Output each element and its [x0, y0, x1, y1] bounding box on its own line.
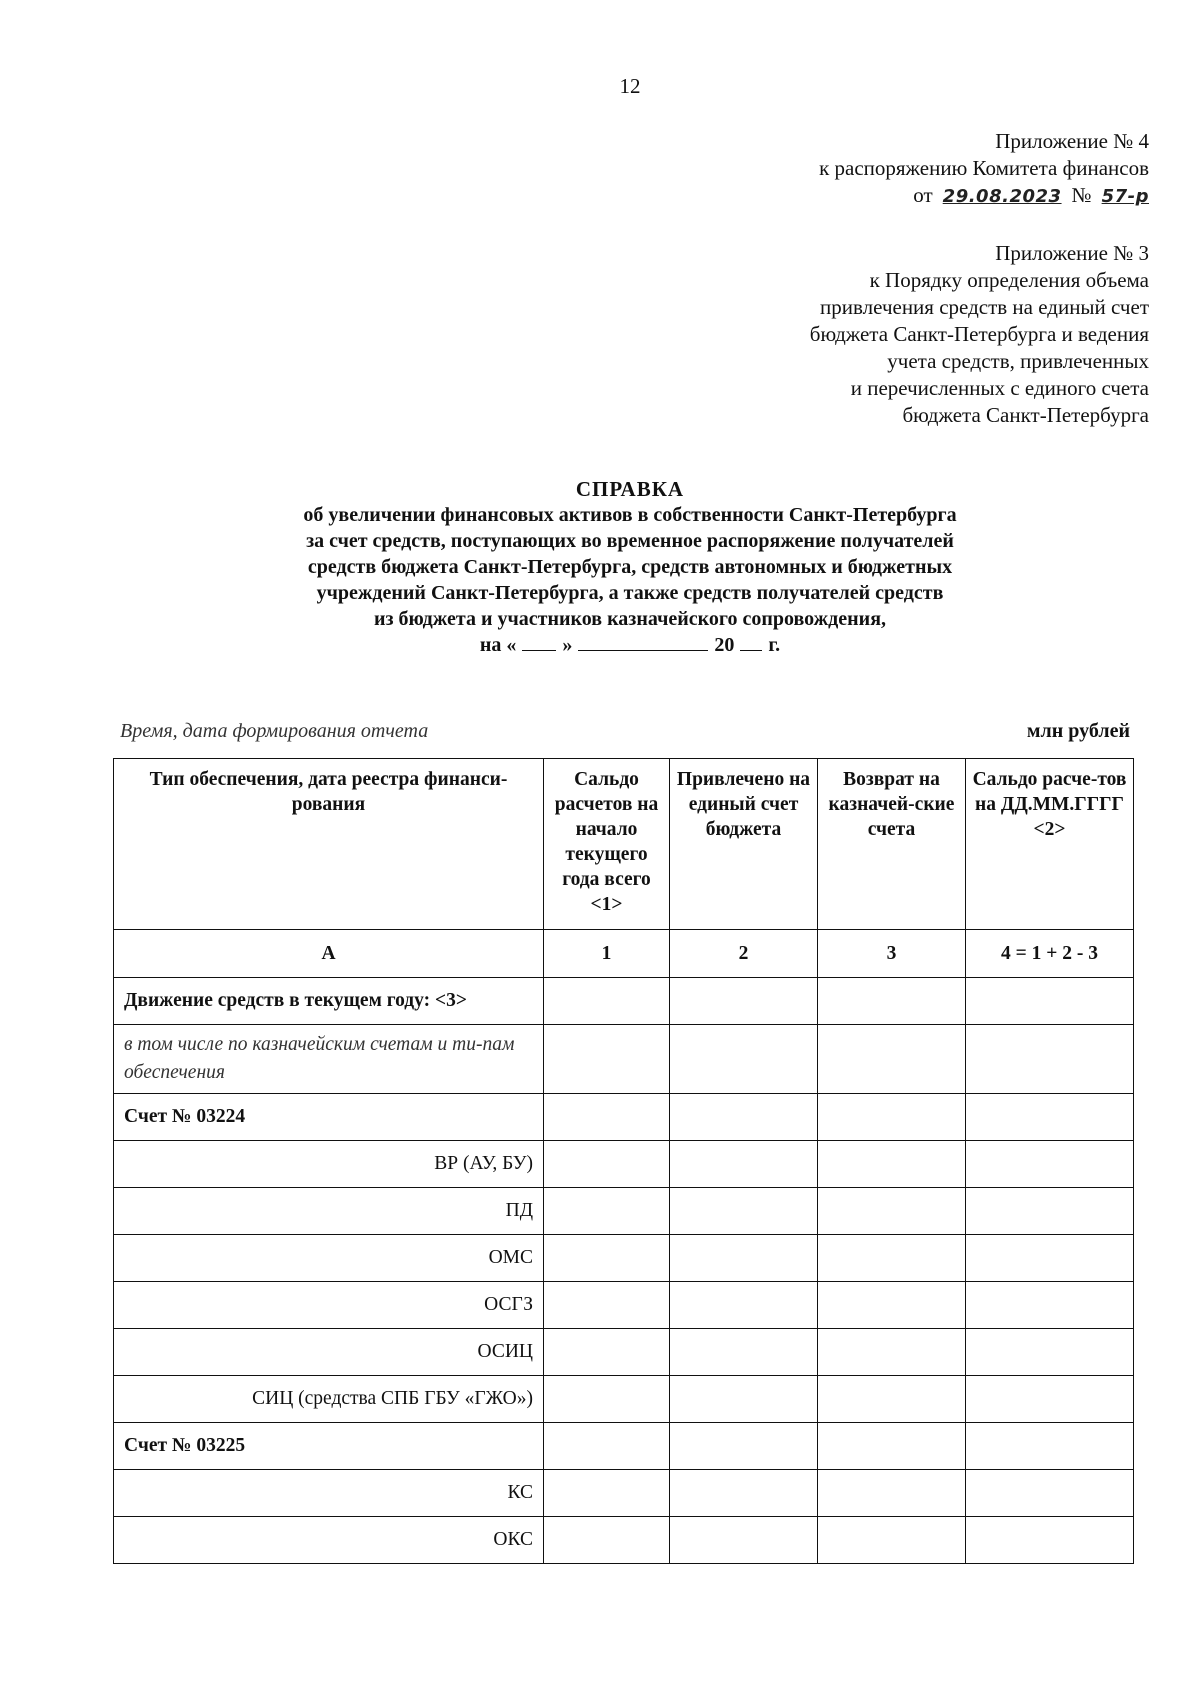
- value-cell: [818, 1423, 966, 1470]
- table-row: [114, 1470, 1134, 1517]
- value-cell: [670, 1423, 818, 1470]
- as-of-mid: »: [562, 634, 573, 656]
- appendix-3-line: бюджета Санкт-Петербурга и ведения: [809, 322, 1149, 346]
- appendix-3-block: [810, 240, 1149, 429]
- value-cell: [670, 1329, 818, 1376]
- value-cell: [544, 1517, 670, 1564]
- appendix-3-line: привлечения средств на единый счет: [820, 295, 1149, 319]
- value-cell: [818, 1025, 966, 1094]
- index-cell: 1: [544, 930, 670, 978]
- row-label: ОСГЗ: [114, 1282, 544, 1329]
- row-label: ОКС: [114, 1517, 544, 1564]
- value-cell: [966, 1141, 1134, 1188]
- value-cell: [966, 1423, 1134, 1470]
- as-of-year: 20: [714, 634, 735, 656]
- appendix-3-line: к Порядку определения объема: [869, 268, 1149, 292]
- value-cell: [544, 1025, 670, 1094]
- document-title: СПРАВКА: [575, 477, 685, 501]
- as-of-prefix: на «: [479, 634, 517, 656]
- value-cell: [818, 1329, 966, 1376]
- value-cell: [670, 1094, 818, 1141]
- value-cell: [670, 1235, 818, 1282]
- appendix-3-line: бюджета Санкт-Петербурга: [902, 403, 1149, 427]
- appendix-4-subtitle: к распоряжению Комитета финансов: [819, 156, 1149, 180]
- value-cell: [544, 1094, 670, 1141]
- value-cell: [966, 1329, 1134, 1376]
- header-cell: Привлечено на единый счет бюджета: [670, 759, 818, 930]
- value-cell: [544, 1282, 670, 1329]
- title-line: об увеличении финансовых активов в собственности Санкт-Петербурга: [303, 504, 957, 526]
- value-cell: [818, 1470, 966, 1517]
- value-cell: [670, 1025, 818, 1094]
- index-cell: А: [114, 930, 544, 978]
- table-meta-row: [120, 720, 1130, 743]
- row-label: в том числе по казначейским счетам и ти-пам обеспечения: [114, 1025, 544, 1094]
- table-row: [114, 1235, 1134, 1282]
- report-time-label: Время, дата формирования отчета: [120, 720, 429, 742]
- value-cell: [818, 978, 966, 1025]
- value-cell: [966, 1470, 1134, 1517]
- value-cell: [818, 1235, 966, 1282]
- value-cell: [966, 1094, 1134, 1141]
- day-blank: [522, 632, 556, 651]
- value-cell: [670, 1376, 818, 1423]
- table-row: [114, 1376, 1134, 1423]
- value-cell: [544, 1329, 670, 1376]
- appendix-3-title: Приложение № 3: [995, 241, 1149, 265]
- value-cell: [966, 1025, 1134, 1094]
- document-title-block: [0, 476, 1200, 658]
- row-label: ВР (АУ, БУ): [114, 1141, 544, 1188]
- appendix-4-block: [819, 128, 1149, 210]
- value-cell: [670, 1470, 818, 1517]
- value-cell: [966, 1235, 1134, 1282]
- as-of-date-line: [0, 632, 1200, 658]
- column-index-row: [114, 930, 1134, 978]
- row-label: Счет № 03224: [114, 1094, 544, 1141]
- appendix-4-title: Приложение № 4: [995, 129, 1149, 153]
- index-cell: 3: [818, 930, 966, 978]
- value-cell: [670, 1282, 818, 1329]
- title-line: за счет средств, поступающих во временное распоряжение получателей: [306, 530, 954, 552]
- value-cell: [966, 1517, 1134, 1564]
- value-cell: [670, 1517, 818, 1564]
- appendix-3-line: учета средств, привлеченных: [887, 349, 1149, 373]
- title-line: учреждений Санкт-Петербурга, а также средств получателей средств: [316, 582, 944, 604]
- index-cell: 2: [670, 930, 818, 978]
- value-cell: [818, 1094, 966, 1141]
- value-cell: [818, 1282, 966, 1329]
- value-cell: [966, 1282, 1134, 1329]
- value-cell: [544, 1235, 670, 1282]
- value-cell: [818, 1141, 966, 1188]
- month-blank: [578, 632, 708, 651]
- header-cell: Сальдо расче-тов на ДД.ММ.ГГГГ <2>: [966, 759, 1134, 930]
- report-table: [113, 758, 1134, 1564]
- number-prefix: №: [1071, 183, 1092, 207]
- header-cell: Тип обеспечения, дата реестра финанси-рования: [114, 759, 544, 930]
- row-label: ОМС: [114, 1235, 544, 1282]
- value-cell: [966, 1188, 1134, 1235]
- value-cell: [544, 1423, 670, 1470]
- table-row: [114, 1141, 1134, 1188]
- table-row: [114, 1282, 1134, 1329]
- value-cell: [966, 978, 1134, 1025]
- value-cell: [544, 1141, 670, 1188]
- appendix-3-line: и перечисленных с единого счета: [850, 376, 1149, 400]
- table-row: [114, 1188, 1134, 1235]
- table-row: [114, 1025, 1134, 1094]
- value-cell: [818, 1376, 966, 1423]
- value-cell: [670, 1188, 818, 1235]
- value-cell: [544, 978, 670, 1025]
- table-row: [114, 1094, 1134, 1141]
- units-label: млн рублей: [1026, 720, 1130, 742]
- table-row: [114, 1423, 1134, 1470]
- title-line: средств бюджета Санкт-Петербурга, средств автономных и бюджетных: [307, 556, 953, 578]
- value-cell: [818, 1517, 966, 1564]
- value-cell: [818, 1188, 966, 1235]
- index-cell: 4 = 1 + 2 - 3: [966, 930, 1134, 978]
- as-of-suffix: г.: [768, 634, 781, 656]
- table-row: [114, 1517, 1134, 1564]
- title-line: из бюджета и участников казначейского сопровождения,: [373, 608, 887, 630]
- row-label: КС: [114, 1470, 544, 1517]
- table-row: [114, 978, 1134, 1025]
- row-label: Счет № 03225: [114, 1423, 544, 1470]
- date-prefix: от: [913, 183, 933, 207]
- header-cell: Возврат на казначей-ские счета: [818, 759, 966, 930]
- row-label: ОСИЦ: [114, 1329, 544, 1376]
- header-cell: Сальдо расчетов на начало текущего года всего <1>: [544, 759, 670, 930]
- value-cell: [670, 978, 818, 1025]
- value-cell: [544, 1470, 670, 1517]
- value-cell: [544, 1376, 670, 1423]
- value-cell: [670, 1141, 818, 1188]
- row-label: ПД: [114, 1188, 544, 1235]
- header-row: [114, 759, 1134, 930]
- order-date-line: [819, 182, 1149, 210]
- year-blank: [740, 632, 762, 651]
- page-number: 12: [619, 74, 641, 98]
- handwritten-date: 29.08.2023: [942, 186, 1062, 207]
- value-cell: [544, 1188, 670, 1235]
- handwritten-number: 57-р: [1101, 186, 1149, 207]
- row-label: СИЦ (средства СПБ ГБУ «ГЖО»): [114, 1376, 544, 1423]
- table-row: [114, 1329, 1134, 1376]
- value-cell: [966, 1376, 1134, 1423]
- row-label: Движение средств в текущем году: <3>: [114, 978, 544, 1025]
